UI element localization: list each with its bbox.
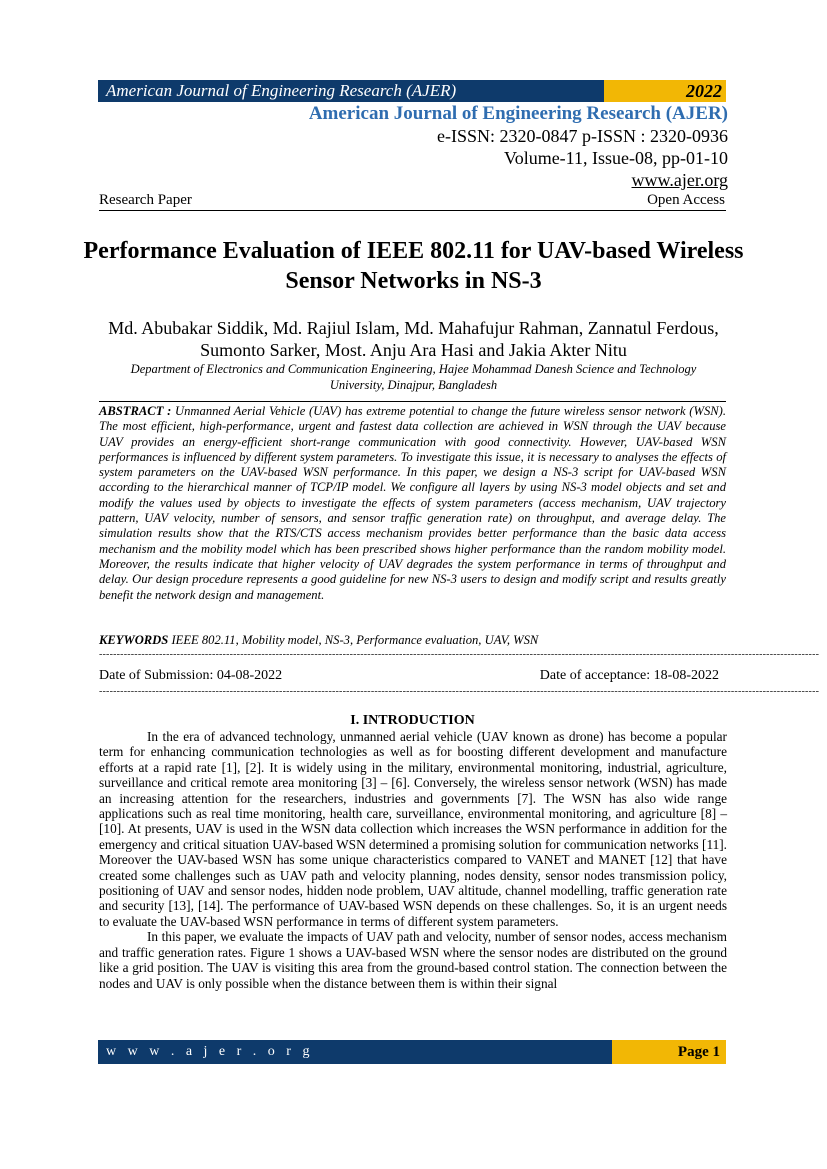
- submission-date: Date of Submission: 04-08-2022: [99, 668, 283, 683]
- introduction-body: [99, 729, 727, 991]
- paper-type: Research Paper: [99, 192, 192, 208]
- banner-year: 2022: [604, 80, 726, 102]
- top-banner: [98, 80, 726, 102]
- paper-title: Performance Evaluation of IEEE 802.11 for UAV-based Wireless Sensor Networks in NS-3: [83, 238, 744, 294]
- volume-info: Volume-11, Issue-08, pp-01-10: [504, 148, 728, 168]
- journal-info: [309, 103, 728, 191]
- page-number: Page 1: [612, 1040, 726, 1064]
- author-list: Md. Abubakar Siddik, Md. Rajiul Islam, Md. Mahafujur Rahman, Zannatul Ferdous, Sumonto Sarker, Most. Anju Ara Hasi and Jakia Akter Nitu: [108, 318, 719, 360]
- keywords-text: IEEE 802.11, Mobility model, NS-3, Performance evaluation, UAV, WSN: [171, 633, 539, 647]
- abstract-divider: [99, 401, 726, 402]
- section-heading-introduction: I. INTRODUCTION: [350, 713, 475, 728]
- dashed-divider-bottom: ------------------------------------------------------------------------------------------------------------------------------------------------------------------------------------------------------------: [99, 686, 820, 697]
- affiliation: Department of Electronics and Communication Engineering, Hajee Mohammad Danesh Science and Technology University, Dinajpur, Bangladesh: [130, 362, 697, 392]
- dashed-divider-top: ------------------------------------------------------------------------------------------------------------------------------------------------------------------------------------------------------------: [99, 649, 820, 660]
- issn: e-ISSN: 2320-0847 p-ISSN : 2320-0936: [437, 126, 728, 146]
- acceptance-date: Date of acceptance: 18-08-2022: [539, 668, 719, 683]
- abstract-text: Unmanned Aerial Vehicle (UAV) has extreme potential to change the future wireless sensor network (WSN). The most efficient, high-performance, urgent and fastest data collection are achieved in WSN through the UAV because UAV provides an energy-efficient short-range communication with good connectivity. However, UAV-based WSN performances is influenced by different system parameters. To investigate this issue, it is necessary to analyses the effects of system parameters on the UAV-based WSN performance. In this paper, we design a NS-3 script for UAV-based WSN according to the hierarchical manner of TCP/IP model. We configure all layers by using NS-3 model objects and set and modify the values used by objects to investigate the effects of system parameters (access mechanism, UAV trajectory pattern, UAV velocity, number of sensors, and sensor traffic generation rate) on throughput, and average delay. The simulation results show that the RTS/CTS access mechanism provides better performance than the basic data access mechanism and the mobility model which has been prescribed shows higher performance than the random mobility model. Moreover, the results indicate that higher velocity of UAV degrades the system performance in terms of throughput and delay. Our design procedure represents a good guideline for new NS-3 users to design and modify script and results greatly benefit the network design and management.: [99, 404, 726, 602]
- access-type: Open Access: [647, 192, 725, 208]
- abstract-label: ABSTRACT :: [99, 404, 172, 418]
- page-footer: [98, 1040, 726, 1064]
- intro-paragraph-2: In this paper, we evaluate the impacts of UAV path and velocity, number of sensor nodes, access mechanism and traffic generation rates. Figure 1 shows a UAV-based WSN where the sensor nodes are distributed on the ground like a grid position. The UAV is visiting this area from the ground-based control station. The connection between the nodes and UAV is only possible when the distance between them is within their signal: [99, 929, 727, 991]
- keywords-label: KEYWORDS: [99, 633, 169, 647]
- banner-journal-title: American Journal of Engineering Research (AJER): [98, 80, 604, 102]
- journal-name: American Journal of Engineering Research (AJER): [308, 103, 728, 124]
- keywords: [99, 633, 726, 648]
- header-divider: [99, 210, 726, 211]
- intro-paragraph-1: In the era of advanced technology, unmanned aerial vehicle (UAV known as drone) has become a popular term for enhancing communication technologies as well as for boosting different development and manufacture efforts at a rapid rate [1], [2]. It is widely using in the military, environmental monitoring, industrial, agriculture, surveillance and critical remote area monitoring [3] – [6]. Conversely, the wireless sensor network (WSN) has made an increasing attention for the researchers, industries and governments [7]. The WSN has also wide range applications such as real time monitoring, health care, surveillance, environmental monitoring, and agriculture [8] – [10]. At presents, UAV is used in the WSN data collection which increases the WSN performance in addition for the emergency and critical situation UAV-based WSN determined a promising solution for communication networks [11]. Moreover the UAV-based WSN has some unique characteristics compared to VANET and MANET [12] that have created some challenges such as UAV path and velocity planning, nodes density, sensor nodes transmission policy, positioning of UAV and sensor nodes, hidden node problem, UAV altitude, channel modelling, traffic generation rate and security [13], [14]. The performance of UAV-based WSN depends on these challenges. So, it is an urgent needs to evaluate the UAV-based WSN performance in terms of different system parameters.: [99, 729, 727, 929]
- abstract: [99, 404, 726, 603]
- journal-website-link[interactable]: www.ajer.org: [631, 170, 728, 190]
- dates-row: [99, 668, 719, 684]
- footer-website: w w w . a j e r . o r g: [98, 1040, 612, 1064]
